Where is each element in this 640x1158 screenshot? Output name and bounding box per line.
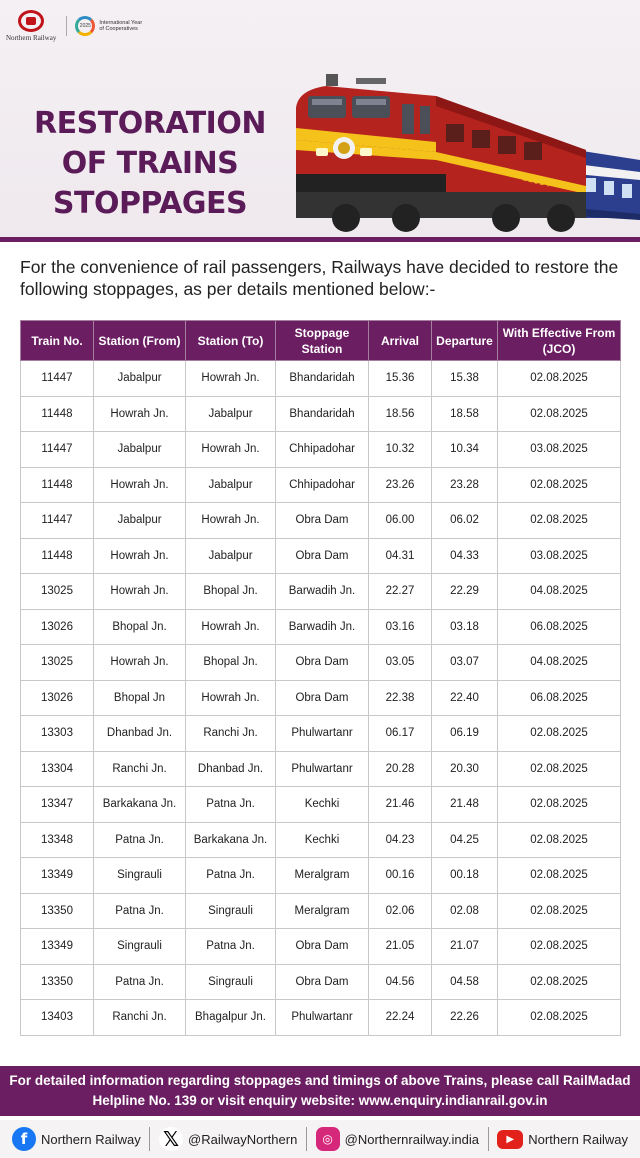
table-cell: 13403: [21, 1000, 94, 1036]
social-bar: [0, 1120, 640, 1158]
table-cell: Obra Dam: [276, 964, 369, 1000]
table-cell: Obra Dam: [276, 538, 369, 574]
table-row: [21, 503, 621, 539]
table-cell: 23.26: [369, 467, 432, 503]
table-cell: 22.24: [369, 1000, 432, 1036]
table-cell: 02.06: [369, 893, 432, 929]
title-line: RESTORATION: [34, 106, 266, 141]
column-header: Station (From): [94, 321, 186, 361]
table-cell: Phulwartanr: [276, 716, 369, 752]
table-cell: Bhopal Jn.: [94, 609, 186, 645]
table-cell: Phulwartanr: [276, 1000, 369, 1036]
table-cell: 21.05: [369, 929, 432, 965]
table-row: [21, 645, 621, 681]
table-row: [21, 822, 621, 858]
table-cell: 13025: [21, 574, 94, 610]
table-cell: Bhopal Jn: [94, 680, 186, 716]
table-cell: 13303: [21, 716, 94, 752]
table-cell: 22.38: [369, 680, 432, 716]
table-cell: 06.17: [369, 716, 432, 752]
social-link[interactable]: [497, 1130, 628, 1149]
table-cell: Patna Jn.: [186, 929, 276, 965]
northern-railway-logo-text: Northern Railway: [6, 34, 57, 42]
table-cell: 06.00: [369, 503, 432, 539]
table-cell: 02.08.2025: [498, 787, 621, 823]
table-row: [21, 716, 621, 752]
table-cell: 13347: [21, 787, 94, 823]
table-cell: 04.33: [432, 538, 498, 574]
table-cell: Singrauli: [94, 858, 186, 894]
table-cell: 21.48: [432, 787, 498, 823]
table-cell: 00.16: [369, 858, 432, 894]
table-cell: 15.36: [369, 361, 432, 397]
table-cell: 03.08.2025: [498, 538, 621, 574]
table-cell: 04.08.2025: [498, 645, 621, 681]
table-cell: Dhanbad Jn.: [94, 716, 186, 752]
table-cell: Jabalpur: [186, 467, 276, 503]
table-cell: Barkakana Jn.: [186, 822, 276, 858]
table-cell: Jabalpur: [94, 432, 186, 468]
table-cell: Chhipadohar: [276, 432, 369, 468]
table-cell: Howrah Jn.: [94, 467, 186, 503]
table-cell: 13026: [21, 609, 94, 645]
table-cell: Kechki: [276, 787, 369, 823]
iyc-logo-text: International Year of Cooperatives: [99, 20, 143, 32]
table-header-row: [21, 321, 621, 361]
table-row: [21, 396, 621, 432]
table-cell: 06.19: [432, 716, 498, 752]
table-cell: Barwadih Jn.: [276, 574, 369, 610]
table-cell: 02.08.2025: [498, 503, 621, 539]
table-cell: 02.08.2025: [498, 396, 621, 432]
table-row: [21, 680, 621, 716]
table-cell: Howrah Jn.: [186, 361, 276, 397]
column-header: Station (To): [186, 321, 276, 361]
table-cell: 13350: [21, 893, 94, 929]
table-cell: 02.08.2025: [498, 751, 621, 787]
social-label: @Northernrailway.india: [344, 1131, 479, 1147]
iyc-logo: [66, 16, 147, 36]
table-cell: Phulwartanr: [276, 751, 369, 787]
table-cell: 18.58: [432, 396, 498, 432]
table-cell: 04.23: [369, 822, 432, 858]
table-cell: Bhandaridah: [276, 361, 369, 397]
table-cell: 22.29: [432, 574, 498, 610]
table-cell: 13350: [21, 964, 94, 1000]
column-header: Stoppage Station: [276, 321, 369, 361]
table-cell: 15.38: [432, 361, 498, 397]
table-cell: Jabalpur: [94, 361, 186, 397]
table-row: [21, 432, 621, 468]
table-cell: 10.34: [432, 432, 498, 468]
table-cell: Howrah Jn.: [186, 432, 276, 468]
table-row: [21, 751, 621, 787]
table-cell: 00.18: [432, 858, 498, 894]
column-header: Arrival: [369, 321, 432, 361]
table-cell: 22.27: [369, 574, 432, 610]
table-cell: Obra Dam: [276, 680, 369, 716]
table-cell: 06.08.2025: [498, 609, 621, 645]
social-separator: [306, 1127, 307, 1151]
table-cell: 10.32: [369, 432, 432, 468]
table-cell: Patna Jn.: [94, 893, 186, 929]
table-row: [21, 538, 621, 574]
table-cell: 11447: [21, 361, 94, 397]
youtube-icon: ▶: [497, 1130, 523, 1149]
table-cell: Singrauli: [186, 964, 276, 1000]
table-cell: 02.08.2025: [498, 858, 621, 894]
table-cell: Bhagalpur Jn.: [186, 1000, 276, 1036]
table-cell: 02.08.2025: [498, 716, 621, 752]
table-cell: Patna Jn.: [94, 964, 186, 1000]
table-cell: 13348: [21, 822, 94, 858]
table-cell: Obra Dam: [276, 645, 369, 681]
table-cell: 13349: [21, 929, 94, 965]
table-cell: Obra Dam: [276, 929, 369, 965]
table-cell: 18.56: [369, 396, 432, 432]
table-row: [21, 1000, 621, 1036]
table-cell: 11448: [21, 467, 94, 503]
social-label: Northern Railway: [41, 1131, 141, 1147]
logo-group: [6, 10, 147, 42]
footer-helpline-notice: For detailed information regarding stoppages and timings of above Trains, please call RailMadad Helpline No. 139 or visit enquiry website: www.enquiry.indianrail.gov.in: [0, 1066, 640, 1116]
table-row: [21, 964, 621, 1000]
table-cell: 02.08.2025: [498, 1000, 621, 1036]
social-link[interactable]: [316, 1127, 479, 1151]
table-cell: Howrah Jn.: [186, 609, 276, 645]
title-line: STOPPAGES: [52, 186, 248, 221]
table-row: [21, 929, 621, 965]
table-cell: 13304: [21, 751, 94, 787]
table-cell: Singrauli: [186, 893, 276, 929]
social-link[interactable]: [159, 1127, 297, 1151]
table-cell: Ranchi Jn.: [94, 1000, 186, 1036]
table-cell: 04.31: [369, 538, 432, 574]
iyc-ring-icon: 2025: [75, 16, 95, 36]
table-cell: 02.08.2025: [498, 893, 621, 929]
column-header: With Effective From (JCO): [498, 321, 621, 361]
table-cell: 13026: [21, 680, 94, 716]
table-cell: 11447: [21, 432, 94, 468]
locomotive-number-text: 22514: [521, 173, 552, 190]
table-row: [21, 893, 621, 929]
table-cell: 21.07: [432, 929, 498, 965]
table-cell: Meralgram: [276, 893, 369, 929]
table-cell: 03.18: [432, 609, 498, 645]
social-separator: [488, 1127, 489, 1151]
table-row: [21, 609, 621, 645]
instagram-icon: ◎: [316, 1127, 340, 1151]
x-icon: 𝕏: [159, 1127, 183, 1151]
table-row: [21, 858, 621, 894]
table-cell: Howrah Jn.: [186, 680, 276, 716]
table-cell: Ranchi Jn.: [94, 751, 186, 787]
table-row: [21, 467, 621, 503]
railway-emblem-icon: [18, 10, 44, 32]
table-cell: Howrah Jn.: [94, 538, 186, 574]
table-cell: 20.28: [369, 751, 432, 787]
table-cell: Meralgram: [276, 858, 369, 894]
table-cell: 02.08.2025: [498, 929, 621, 965]
header-banner: [0, 0, 640, 240]
locomotive-shape: [296, 74, 586, 232]
table-cell: Kechki: [276, 822, 369, 858]
table-cell: Singrauli: [94, 929, 186, 965]
table-cell: 03.16: [369, 609, 432, 645]
intro-paragraph: For the convenience of rail passengers, Railways have decided to restore the following stoppages, as per details mentioned below:-: [20, 257, 619, 299]
table-cell: Jabalpur: [94, 503, 186, 539]
table-cell: 02.08.2025: [498, 361, 621, 397]
table-cell: Barkakana Jn.: [94, 787, 186, 823]
facebook-icon: f: [12, 1127, 36, 1151]
table-cell: 11448: [21, 538, 94, 574]
table-cell: 21.46: [369, 787, 432, 823]
table-cell: Howrah Jn.: [186, 503, 276, 539]
table-cell: Patna Jn.: [94, 822, 186, 858]
northern-railway-logo: [6, 10, 56, 42]
table-cell: Howrah Jn.: [94, 645, 186, 681]
table-cell: 22.26: [432, 1000, 498, 1036]
table-cell: Jabalpur: [186, 538, 276, 574]
table-cell: 04.25: [432, 822, 498, 858]
table-cell: 02.08: [432, 893, 498, 929]
table-cell: Bhopal Jn.: [186, 645, 276, 681]
table-cell: 02.08.2025: [498, 467, 621, 503]
table-cell: Barwadih Jn.: [276, 609, 369, 645]
stoppage-table: [20, 320, 621, 1036]
table-cell: Obra Dam: [276, 503, 369, 539]
table-cell: Howrah Jn.: [94, 574, 186, 610]
header-divider: [0, 237, 640, 242]
social-label: Northern Railway: [528, 1131, 628, 1147]
table-cell: Patna Jn.: [186, 787, 276, 823]
table-cell: Patna Jn.: [186, 858, 276, 894]
table-cell: Jabalpur: [186, 396, 276, 432]
table-cell: 06.02: [432, 503, 498, 539]
table-cell: 03.05: [369, 645, 432, 681]
table-row: [21, 787, 621, 823]
table-cell: Bhopal Jn.: [186, 574, 276, 610]
social-link[interactable]: [12, 1127, 141, 1151]
table-cell: Dhanbad Jn.: [186, 751, 276, 787]
table-cell: 13349: [21, 858, 94, 894]
table-row: [21, 361, 621, 397]
table-cell: 02.08.2025: [498, 964, 621, 1000]
table-row: [21, 574, 621, 610]
social-label: @RailwayNorthern: [188, 1131, 298, 1147]
column-header: Departure: [432, 321, 498, 361]
table-cell: 04.58: [432, 964, 498, 1000]
table-cell: 03.08.2025: [498, 432, 621, 468]
table-cell: Bhandaridah: [276, 396, 369, 432]
title-line: OF TRAINS: [61, 146, 239, 181]
table-cell: 13025: [21, 645, 94, 681]
table-cell: 03.07: [432, 645, 498, 681]
table-cell: 11447: [21, 503, 94, 539]
table-cell: 04.08.2025: [498, 574, 621, 610]
social-separator: [149, 1127, 150, 1151]
table-cell: Ranchi Jn.: [186, 716, 276, 752]
column-header: Train No.: [21, 321, 94, 361]
table-cell: Chhipadohar: [276, 467, 369, 503]
table-cell: 06.08.2025: [498, 680, 621, 716]
table-body: [21, 361, 621, 1036]
table-cell: Howrah Jn.: [94, 396, 186, 432]
table-cell: 04.56: [369, 964, 432, 1000]
table-cell: 22.40: [432, 680, 498, 716]
table-cell: 02.08.2025: [498, 822, 621, 858]
train-illustration: [286, 68, 640, 238]
page-title: [20, 104, 280, 224]
table-cell: 11448: [21, 396, 94, 432]
table-cell: 23.28: [432, 467, 498, 503]
table-cell: 20.30: [432, 751, 498, 787]
